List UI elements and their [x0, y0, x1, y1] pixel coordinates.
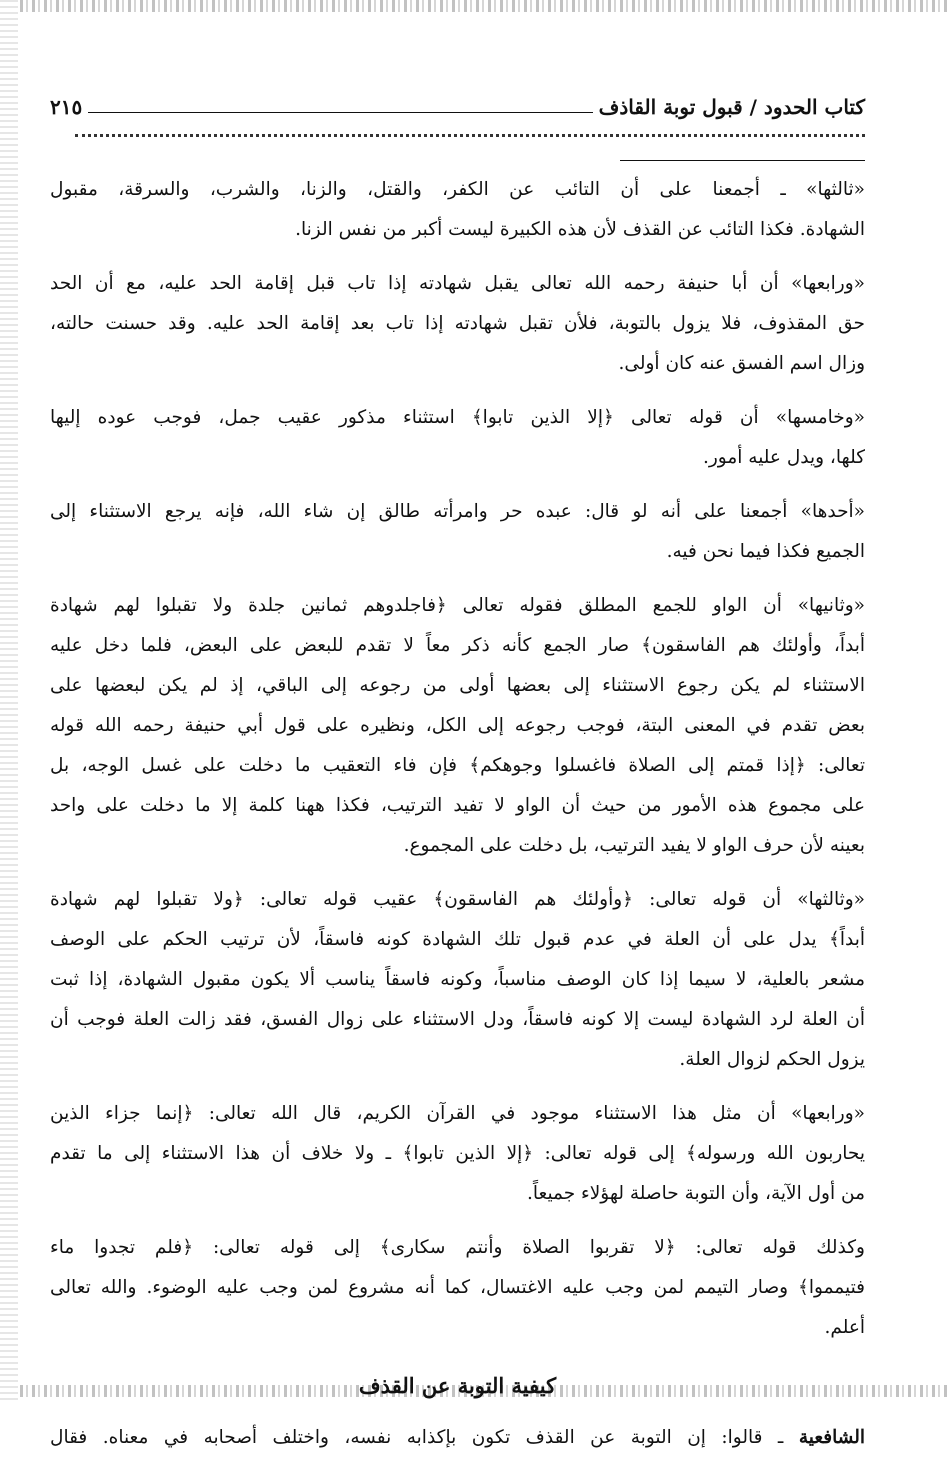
text-line: الجميع فكذا فيما نحن فيه.	[666, 541, 865, 562]
school-name: الشافعية	[798, 1427, 865, 1448]
page-body	[50, 170, 865, 1472]
text-line: فتيمموا﴾ وصار التيمم لمن وجب عليه الاغتسال، كما أنه مشروع لمن وجب عليه الوضوء. والله تعالى	[50, 1277, 865, 1298]
paragraph	[50, 880, 865, 1080]
text-line: بعض تقدم في المعنى البتة، فوجب رجوعه إلى الكل، ونظيره على قول أبي حنيفة رحمه الله قوله	[50, 715, 865, 736]
paragraph	[50, 398, 865, 478]
page-border-top	[20, 0, 950, 12]
text-line: الشهادة. فكذا التائب عن القذف لأن هذه الكبيرة ليست أكبر من نفس الزنا.	[295, 219, 865, 240]
text-line: «وخامسها» أن قوله تعالى ﴿إلا الذين تابوا﴾ استثناء مذكور عقيب جمل، فوجب عوده إليها	[50, 407, 865, 428]
text-line: تعالى: ﴿إذا قمتم إلى الصلاة فاغسلوا وجوهكم﴾ فإن فاء التعقيب ما دخلت على غسل الوجه، بل	[50, 755, 865, 776]
text-line: على مجموع هذه الأمور من حيث أن الواو لا تفيد الترتيب، فكذا ههنا كلمة إلا ما دخلت على واحد	[50, 795, 865, 816]
paragraph	[50, 170, 865, 250]
paragraph	[50, 1228, 865, 1348]
short-divider	[620, 160, 865, 161]
text-line: «ورابعها» أن أبا حنيفة رحمه الله تعالى يقبل شهادته إذا تاب قبل إقامة الحد عليه، مع أن الحد	[50, 273, 865, 294]
text-line: الاستثناء لم يكن رجوع الاستثناء إلى بعضها أولى من رجوعه إلى الباقي، إذ لم يكن لبعضها على	[50, 675, 865, 696]
running-header	[50, 92, 865, 122]
dotted-divider	[75, 134, 865, 137]
text-span: ـ قالوا: إن التوبة عن القذف تكون بإكذابه نفسه، واختلف أصحابه في معناه. فقال	[50, 1427, 799, 1448]
text-line: يحاربون الله ورسوله﴾ إلى قوله تعالى: ﴿إلا الذين تابوا﴾ ـ ولا خلاف أن هذا الاستثناء إلى ما تقدم	[50, 1143, 865, 1164]
paragraph	[50, 492, 865, 572]
text-line: حق المقذوف، فلا يزول بالتوبة، فلأن تقبل شهادته إذا تاب بعد إقامة الحد عليه. وقد حسنت حالته،	[50, 313, 865, 334]
text-line	[50, 1418, 865, 1458]
text-line: من أول الآية، وأن التوبة حاصلة لهؤلاء جميعاً.	[527, 1183, 865, 1204]
text-line: مشعر بالعلية، لا سيما إذا كان الوصف مناسباً، وكونه فاسقاً يناسب ألا يكون مقبول الشهادة، إذا ثبت	[50, 969, 865, 990]
text-line: أعلم.	[824, 1317, 865, 1338]
paragraph	[50, 264, 865, 384]
page-border-left	[0, 0, 18, 1400]
header-rule	[88, 112, 592, 113]
text-line: أبداً﴾ يدل على أن العلة في عدم قبول تلك الشهادة كونه فاسقاً، لأن ترتيب الحكم على الوصف	[50, 929, 865, 950]
text-line: «وثانيها» أن الواو للجمع المطلق فقوله تعالى ﴿فاجلدوهم ثمانين جلدة ولا تقبلوا لهم شهادة	[50, 595, 865, 616]
text-line: «ثالثها» ـ أجمعنا على أن التائب عن الكفر، والقتل، والزنا، والشرب، والسرقة، مقبول	[50, 179, 865, 200]
text-line: بعينه لأن حرف الواو لا يفيد الترتيب، بل دخلت على المجموع.	[403, 835, 865, 856]
paragraph	[50, 586, 865, 866]
text-line: «ورابعها» أن مثل هذا الاستثناء موجود في القرآن الكريم، قال الله تعالى: ﴿إنما جزاء الذين	[50, 1103, 865, 1124]
header-title: كتاب الحدود / قبول توبة القاذف	[598, 95, 865, 119]
text-line: كلها، ويدل عليه أمور.	[702, 447, 865, 468]
text-line: يزول الحكم لزوال العلة.	[679, 1049, 865, 1070]
page-number: ٢١٥	[50, 95, 83, 119]
text-line: وزال اسم الفسق عنه كان أولى.	[618, 353, 865, 374]
section-heading: كيفية التوبة عن القذف	[358, 1373, 557, 1398]
text-line: أن العلة لرد الشهادة ليست إلا كونه فاسقاً، ودل الاستثناء على زوال الفسق، فقد زالت العلة فوجب أن	[50, 1009, 865, 1030]
text-line: «وثالثها» أن قوله تعالى: ﴿وأولئك هم الفاسقون﴾ عقيب قوله تعالى: ﴿ولا تقبلوا لهم شهادة	[50, 889, 865, 910]
text-line: أبداً، وأولئك هم الفاسقون﴾ صار الجمع كأنه ذكر معاً لا تقدم للبعض على البعض، فلما دخل عليه	[50, 635, 865, 656]
paragraph	[50, 1094, 865, 1214]
text-line: وكذلك قوله تعالى: ﴿لا تقربوا الصلاة وأنتم سكارى﴾ إلى قوله تعالى: ﴿فلم تجدوا ماء	[50, 1237, 865, 1258]
text-line: «أحدها» أجمعنا على أنه لو قال: عبده حر وامرأته طالق إن شاء الله، فإنه يرجع الاستثناء إلى	[50, 501, 865, 522]
final-paragraph	[50, 1418, 865, 1458]
